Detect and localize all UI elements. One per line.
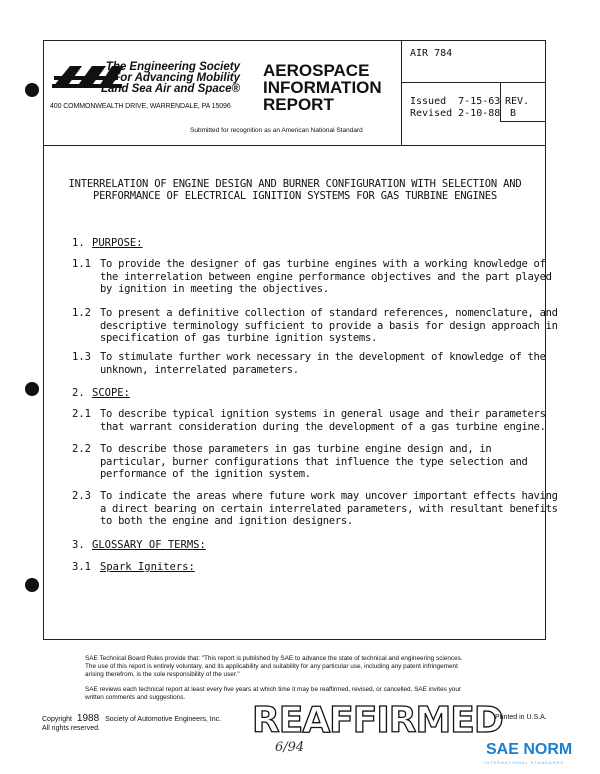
section-1-heading: PURPOSE:: [92, 237, 143, 249]
report-type: [263, 62, 382, 113]
section-3-heading: GLOSSARY OF TERMS:: [92, 539, 206, 551]
section-3-1-heading: Spark Igniters:: [100, 561, 195, 573]
text-line: by ignition in meeting the objectives.: [100, 283, 329, 295]
text-line: To indicate the areas where future work may uncover important effects having: [100, 490, 558, 502]
revised-date: Revised 2-10-88: [410, 108, 501, 119]
reaffirmed-stamp: REAFFIRMED: [252, 700, 503, 741]
section-2-3-number: 2.3: [72, 490, 91, 502]
printed-in: Printed in U.S.A.: [495, 714, 547, 721]
text-line: unknown, interrelated parameters.: [100, 363, 299, 376]
copyright-org: Society of Automotive Engineers, Inc.: [105, 716, 222, 723]
section-1-3-number: 1.3: [72, 351, 91, 363]
binder-hole: [25, 578, 39, 592]
society-line: The Engineering Society: [105, 61, 240, 73]
text-line: the interrelation between engine performance objectives and the part played: [100, 270, 552, 283]
section-3-1-number: 3.1: [72, 561, 91, 573]
rights-reserved: All rights reserved.: [42, 725, 100, 732]
section-2-heading: SCOPE:: [92, 387, 130, 399]
section-2-1-number: 2.1: [72, 408, 91, 420]
watermark-brand: SAE NORM: [486, 741, 573, 758]
rev-label: REV.: [505, 96, 530, 107]
text-line: a direct bearing on certain interrelated parameters, with resultant benefits: [100, 502, 558, 515]
section-2-2-text: [100, 443, 528, 481]
header-divider: [43, 145, 546, 146]
title-line: PERFORMANCE OF ELECTRICAL IGNITION SYSTEMS FOR GAS TURBINE ENGINES: [92, 190, 498, 202]
text-line: descriptive terminology sufficient to provide a basis for design approach in: [100, 319, 558, 332]
text-line: that warrant consideration during the development of a gas turbine engine.: [100, 420, 546, 433]
footer-line: The use of this report is entirely voluntary, and its applicability and suitability for any particular use, including any patent infringement: [85, 663, 458, 670]
text-line: To present a definitive collection of standard references, nomenclature, and: [100, 307, 558, 319]
header-vertical-divider: [401, 40, 402, 145]
section-3-number: 3.: [72, 539, 85, 551]
issued-date: Issued 7-15-63: [410, 96, 501, 107]
footer-line: SAE reviews each technical report at least every five years at which time it may be reaffirmed, revised, or cancelled. SAE invites your: [85, 686, 462, 693]
text-line: To describe typical ignition systems in general usage and their parameters: [100, 408, 546, 420]
text-line: particular, burner configurations that influence the type selection and: [100, 455, 528, 468]
society-name: [100, 62, 240, 95]
rev-value: B: [510, 108, 517, 119]
copyright-prefix: Copyright: [42, 716, 72, 723]
section-1-2-text: [100, 307, 558, 345]
footer-line: written comments and suggestions.: [85, 694, 186, 701]
text-line: To provide the designer of gas turbine engines with a working knowledge of: [100, 258, 546, 270]
binder-hole: [25, 382, 39, 396]
copyright: [42, 714, 221, 733]
stamp-date: 6/94: [275, 740, 305, 755]
text-line: to both the engine and ignition designers.: [100, 515, 353, 527]
section-2-2-number: 2.2: [72, 443, 91, 455]
board-rules-note: [85, 655, 545, 679]
text-line: To stimulate further work necessary in the development of knowledge of the: [100, 351, 546, 363]
section-1-1-text: [100, 258, 552, 296]
text-line: To describe those parameters in gas turbine engine design and, in: [100, 443, 492, 455]
section-1-3-text: [100, 351, 546, 376]
address: 400 COMMONWEALTH DRIVE, WARRENDALE, PA 15096: [50, 103, 231, 110]
doc-number: AIR 784: [410, 48, 453, 59]
section-1-number: 1.: [72, 237, 85, 249]
report-type-line: AEROSPACE: [263, 61, 370, 80]
section-2-3-text: [100, 490, 558, 528]
binder-hole: [25, 83, 39, 97]
report-type-line: REPORT: [263, 95, 334, 114]
section-2-1-text: [100, 408, 546, 433]
title-line: INTERRELATION OF ENGINE DESIGN AND BURNER CONFIGURATION WITH SELECTION AND: [68, 178, 522, 190]
submitted-note: Submitted for recognition as an American National Standard: [190, 127, 363, 134]
document-title: [60, 178, 530, 202]
society-line: For Advancing Mobility: [113, 72, 240, 84]
footer-line: SAE Technical Board Rules provide that: "This report is published by SAE to advance the state of technical and engineering sciences.: [85, 655, 463, 662]
section-1-1-number: 1.1: [72, 258, 91, 270]
report-type-line: INFORMATION: [263, 78, 382, 97]
section-2-number: 2.: [72, 387, 85, 399]
text-line: performance of the ignition system.: [100, 468, 311, 480]
text-line: specification of gas turbine ignition systems.: [100, 332, 377, 344]
copyright-year: 1988: [76, 713, 100, 724]
footer-line: arising therefrom, is the sole responsibility of the user.": [85, 671, 240, 678]
section-1-2-number: 1.2: [72, 307, 91, 319]
watermark-subtitle: INTERNATIONAL STANDARDS: [484, 760, 565, 765]
society-line: Land Sea Air and Space®: [100, 83, 240, 95]
